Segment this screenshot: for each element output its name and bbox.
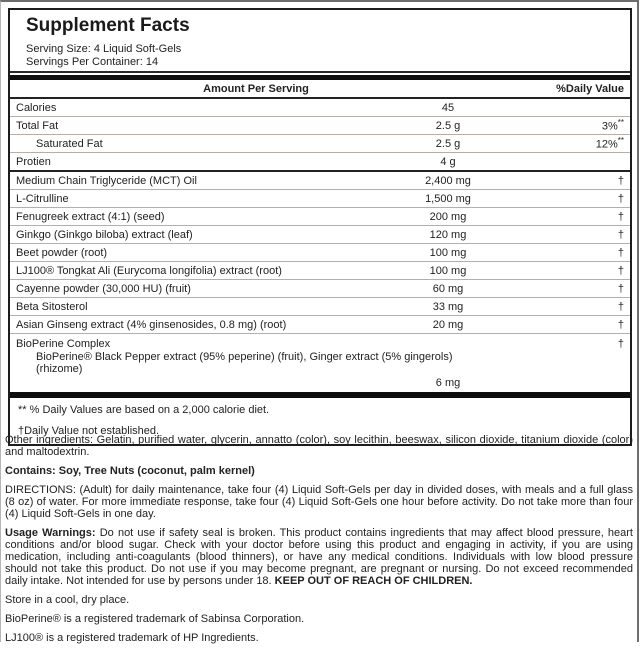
ingredient-daily-value: † <box>617 300 624 313</box>
ingredient-amount: 100 mg <box>429 246 467 259</box>
footnote-dagger: †Daily Value not established. <box>18 425 160 437</box>
nutrient-amount: 2.5 g <box>435 119 461 132</box>
table-row <box>10 316 630 334</box>
table-row <box>10 244 630 262</box>
table-header-row <box>10 80 630 99</box>
ingredient-name: Asian Ginseng extract (4% ginsenosides, 0.8 mg) (root) <box>16 318 287 331</box>
supplement-facts-panel <box>8 8 632 446</box>
ingredient-name: Beta Sitosterol <box>16 300 88 313</box>
serving-size: Serving Size: 4 Liquid Soft-Gels <box>26 43 182 55</box>
nutrient-name: Total Fat <box>16 119 59 132</box>
table-row <box>10 117 630 135</box>
info-section <box>5 434 633 651</box>
ingredient-daily-value: † <box>617 282 624 295</box>
complex-amount-line <box>10 375 630 390</box>
ingredient-name: Cayenne powder (30,000 HU) (fruit) <box>16 282 191 295</box>
ingredient-amount: 120 mg <box>429 228 467 241</box>
table-row <box>10 262 630 280</box>
ingredient-daily-value: † <box>617 192 624 205</box>
table-row <box>10 208 630 226</box>
ingredient-daily-value: † <box>617 264 624 277</box>
panel-title: Supplement Facts <box>26 15 190 36</box>
column-header-amount: Amount Per Serving <box>203 82 309 95</box>
ingredient-name: L-Citrulline <box>16 192 69 205</box>
trademark-bioperine: BioPerine® is a registered trademark of Sabinsa Corporation. <box>5 613 305 625</box>
other-ingredients: Other ingredients: Gelatin, purified water, glycerin, annatto (color), soy lecithin, beeswax, silicon dioxide, titanium dioxide (color) and maltodextrin. <box>5 434 633 458</box>
trademark-lj100: LJ100® is a registered trademark of HP Ingredients. <box>5 632 259 644</box>
ingredient-name: Ginkgo (Ginkgo biloba) extract (leaf) <box>16 228 193 241</box>
table-row <box>10 280 630 298</box>
complex-name-line <box>10 334 630 351</box>
ingredient-name: Beet powder (root) <box>16 246 108 259</box>
usage-warnings <box>5 527 633 587</box>
ingredient-amount: 20 mg <box>432 318 464 331</box>
column-header-daily-value: %Daily Value <box>556 82 624 95</box>
ingredient-name: LJ100® Tongkat Ali (Eurycoma longifolia) extract (root) <box>16 264 282 277</box>
allergen-contains: Contains: Soy, Tree Nuts (coconut, palm kernel) <box>5 465 255 477</box>
ingredient-daily-value: † <box>617 228 624 241</box>
ingredient-name: Fenugreek extract (4:1) (seed) <box>16 210 165 223</box>
ingredient-amount: 60 mg <box>432 282 464 295</box>
ingredient-name: BioPerine Complex <box>16 337 111 350</box>
table-row <box>10 172 630 190</box>
ingredient-amount: 200 mg <box>429 210 467 223</box>
table-row <box>10 226 630 244</box>
ingredient-name: Medium Chain Triglyceride (MCT) Oil <box>16 174 197 187</box>
usage-warnings-label: Usage Warnings: <box>5 527 96 539</box>
ingredient-daily-value: † <box>617 246 624 259</box>
table-row <box>10 298 630 316</box>
table-row <box>10 99 630 117</box>
nutrient-name: Protien <box>16 155 51 168</box>
nutrient-name: Calories <box>16 101 57 114</box>
ingredient-daily-value: † <box>617 210 624 223</box>
nutrient-name: Saturated Fat <box>36 137 103 150</box>
nutrient-amount: 2.5 g <box>435 137 461 150</box>
ingredient-daily-value: † <box>617 174 624 187</box>
table-row-complex <box>10 334 630 390</box>
nutrient-daily-value: 12%** <box>595 136 624 151</box>
ingredient-amount: 2,400 mg <box>425 174 471 187</box>
footnote-daily-values: ** % Daily Values are based on a 2,000 calorie diet. <box>18 404 270 416</box>
thin-rule <box>10 71 630 73</box>
ingredient-daily-value: † <box>617 337 624 350</box>
table-row <box>10 153 630 172</box>
nutrient-amount: 4 g <box>440 155 456 168</box>
nutrient-amount: 45 <box>441 101 455 114</box>
ingredient-amount: 6 mg <box>435 376 461 389</box>
ingredient-daily-value: † <box>617 318 624 331</box>
storage-instructions: Store in a cool, dry place. <box>5 594 130 606</box>
table-row <box>10 190 630 208</box>
ingredient-amount: 100 mg <box>429 264 467 277</box>
nutrient-daily-value: 3%** <box>601 118 624 133</box>
table-row <box>10 135 630 153</box>
usage-warnings-emphasis: KEEP OUT OF REACH OF CHILDREN. <box>274 575 473 587</box>
servings-per-container: Servings Per Container: 14 <box>26 56 159 68</box>
directions: DIRECTIONS: (Adult) for daily maintenance, take four (4) Liquid Soft-Gels per day in divided doses, with meals and a full glass (8 oz) of water. For more immediate response, take four (4) Liquid Soft-Gels one hour before activity. Do not take more than four (4) Liquid Soft-Gels in one day. <box>5 484 633 520</box>
complex-sub-ingredients: BioPerine® Black Pepper extract (95% peperine) (fruit), Ginger extract (5% gingerols) (rhizome) <box>36 351 453 375</box>
ingredient-amount: 33 mg <box>432 300 464 313</box>
ingredient-amount: 1,500 mg <box>425 192 471 205</box>
panel-header <box>10 10 630 69</box>
usage-warnings-body: Do not use if safety seal is broken. This product contains ingredients that may affect blood pressure, heart conditions and/or blood sugar. Check with your doctor before using this product and engaging in activity, if you are using medication, including anti-coagulants (blood thinners), or have any medical conditions. Individuals with low blood pressure should not take this product. Do not use if you may become pregnant, are pregnant or nursing. Do not exceed recommended daily intake. Not intended for use by persons under 18. <box>5 527 633 587</box>
